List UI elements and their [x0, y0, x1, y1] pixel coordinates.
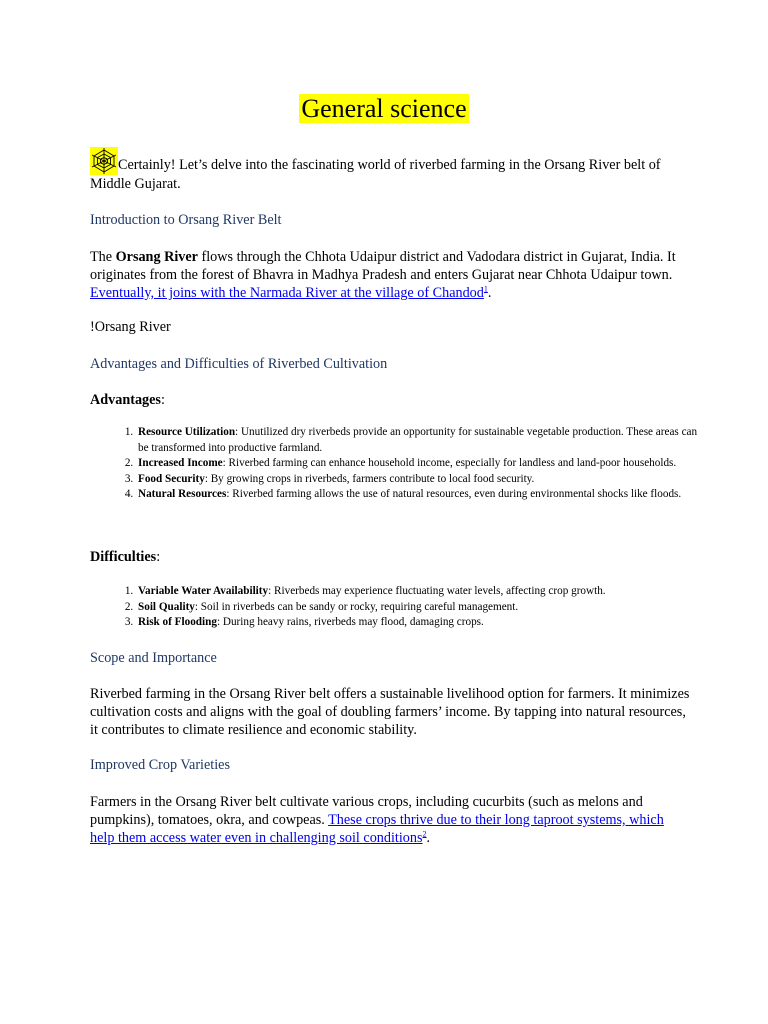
heading-scope-importance: Scope and Importance [90, 650, 217, 666]
heading-crop-varieties: Improved Crop Varieties [90, 757, 231, 773]
list-item [136, 456, 710, 472]
crops-text: Farmers in the Orsang River belt cultivate various crops, including cucurbits (such as melons and pumpkins), tomatoes, okra, and cowpeas. [90, 794, 643, 828]
advantage-term: Food Security [138, 472, 205, 485]
advantage-term: Natural Resources [138, 488, 227, 500]
scope-paragraph: Riverbed farming in the Orsang River belt offers a sustainable livelihood option for farmers. It minimizes cultivation costs and aligns with the goal of doubling farmers’ income. By tapping into natural resources, it contributes to climate resilience and economic stability. [90, 686, 690, 738]
crops-paragraph [90, 793, 690, 847]
difficulty-desc: : During heavy rains, riverbeds may flood, damaging crops. [216, 616, 484, 628]
advantage-term: Resource Utilization [138, 426, 236, 438]
list-item [136, 584, 710, 600]
list-item [136, 425, 710, 456]
difficulties-list [90, 584, 710, 631]
page-title: General science [301, 94, 467, 123]
difficulty-term: Risk of Flooding [138, 616, 217, 628]
difficulty-term: Soil Quality [138, 600, 195, 613]
advantage-desc: : Riverbed farming can enhance household income, especially for landless and land-poor households. [222, 457, 677, 469]
difficulty-desc: : Soil in riverbeds can be sandy or rocky, requiring careful management. [194, 600, 519, 613]
image-alt-text: !Orsang River [90, 319, 171, 335]
spider-web-icon [90, 147, 118, 175]
heading-intro-orsang: Introduction to Orsang River Belt [90, 212, 282, 228]
advantages-label: Advantages [90, 392, 161, 408]
difficulty-desc: : Riverbeds may experience fluctuating water levels, affecting crop growth. [268, 585, 606, 597]
advantage-term: Increased Income [138, 457, 223, 469]
list-item [136, 600, 710, 616]
orsang-river-bold: Orsang River [115, 249, 198, 265]
list-item [136, 615, 710, 631]
difficulties-label-line: Difficulties: [90, 549, 161, 565]
difficulties-label: Difficulties [90, 549, 157, 565]
advantage-desc: : Unutilized dry riverbeds provide an opportunity for sustainable vegetable production. These areas can be transformed into productive farmland. [138, 426, 698, 454]
advantage-desc: : Riverbed farming allows the use of natural resources, even during environmental shocks like floods. [226, 488, 682, 500]
intro-paragraph [90, 147, 690, 193]
footnote-2-link[interactable]: 2 [422, 829, 427, 839]
difficulty-term: Variable Water Availability [138, 585, 269, 597]
advantage-desc: : By growing crops in riverbeds, farmers contribute to local food security. [204, 472, 535, 485]
title-wrap [0, 92, 768, 126]
footnote-1-link[interactable]: 1 [483, 284, 488, 294]
crops-end: . [426, 830, 431, 846]
difficulties-list-wrap [90, 584, 710, 631]
taproot-link[interactable]: These crops thrive due to their long taproot systems, which help them access water even in challenging soil conditions [90, 812, 664, 846]
orsang-end: . [487, 285, 492, 301]
intro-text: Certainly! Let’s delve into the fascinating world of riverbed farming in the Orsang River belt of Middle Gujarat. [90, 157, 661, 192]
list-item [136, 487, 710, 503]
orsang-lead: The [90, 249, 116, 265]
orsang-paragraph [90, 248, 690, 302]
advantages-list [90, 425, 710, 503]
chandod-link[interactable]: Eventually, it joins with the Narmada River at the village of Chandod [90, 285, 484, 301]
list-item [136, 472, 710, 488]
advantages-list-wrap [90, 425, 710, 503]
advantages-label-line: Advantages: [90, 392, 165, 408]
orsang-text: flows through the Chhota Udaipur district and Vadodara district in Gujarat, India. It originates from the forest of Bhavra in Madhya Pradesh and enters Gujarat near Chhota Udaipur town. [90, 249, 676, 283]
heading-advantages-difficulties: Advantages and Difficulties of Riverbed Cultivation [90, 356, 388, 372]
